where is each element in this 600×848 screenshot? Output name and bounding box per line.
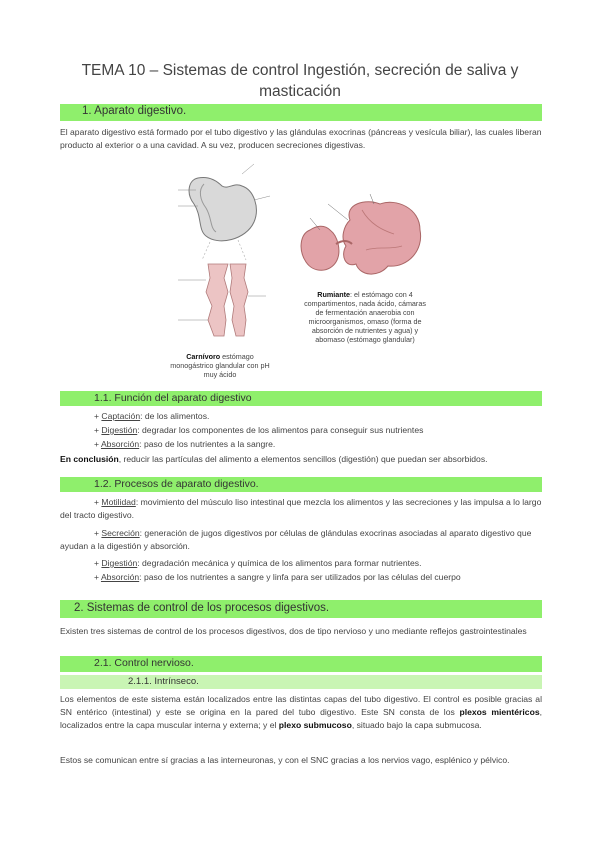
function-item-capture [94,410,209,423]
bullet-symbol: + [94,528,100,538]
bullet-symbol: + [94,425,100,435]
intrinsic-text-d: , situado bajo la capa submucosa. [351,720,482,730]
function-item-absorption [94,438,275,451]
function-text-capture: : de los alimentos. [140,411,210,421]
conclusion-paragraph [60,453,542,466]
conclusion-text: , reducir las partículas del alimento a elementos sencillos (digestión) que puedan ser absorbidos. [118,454,488,464]
term-secrecion: Secreción [101,528,140,538]
process-item-secretion [60,527,542,553]
process-text-secretion: : generación de jugos digestivos por células de glándulas exocrinas asociadas al aparato digestivo que ayudan a la digestión y absorción. [60,528,532,551]
ruminant-caption-text: : el estómago con 4 compartimentos, nada ácido, cámaras de fermentación anaerobia con microorganismos, omaso (forma de absorción de nutrientes y agua) y abomaso (estómago glandular) [304,290,426,344]
term-digestion-2: Digestión [101,558,138,568]
ruminant-caption-bold: Rumiante [317,290,350,299]
ruminant-stomach-figure [290,190,430,290]
section-1-intro: El aparato digestivo está formado por el tubo digestivo y las glándulas exocrinas (páncreas y vesícula biliar), las cuales liberan producto al exterior o a una cavidad. A su vez, producen secreciones digestivas. [60,127,542,150]
section-2-1-heading: 2.1. Control nervioso. [94,657,194,669]
term-digestion: Digestión [101,425,138,435]
carnivore-caption [170,352,270,379]
section-1-2-heading: 1.2. Procesos de aparato digestivo. [94,478,259,490]
process-item-motility [60,496,542,522]
process-item-digestion [94,557,421,570]
intrinsic-paragraph-2: Estos se comunican entre sí gracias a las interneuronas, y con el SNC gracias a los nervios vago, esplénico y pélvico. [60,755,510,765]
term-absorcion-2: Absorción [100,572,140,582]
document-title: TEMA 10 – Sistemas de control Ingestión, secreción de saliva y masticación [81,62,519,100]
bullet-symbol: + [94,572,100,582]
term-captacion: Captación [101,411,141,421]
intrinsic-text-a: Los elementos de este sistema están localizados entre las distintas capas del tubo digestivo. El control es posible gracias al SN entérico (intestinal) y este se origina en la pared del tubo digestivo. Este SN consta de los [60,694,542,717]
section-2-intro: Existen tres sistemas de control de los procesos digestivos, dos de tipo nervioso y uno mediante reflejos gastrointestinales [60,626,527,636]
conclusion-bold: En conclusión [60,454,119,464]
term-absorcion: Absorción [100,439,140,449]
process-text-absorption: : paso de los nutrientes a sangre y linfa para ser utilizados por las células del cuerpo [139,572,461,582]
carnivore-stomach-figure [158,160,278,350]
function-text-digestion: : degradar los componentes de los alimentos para conseguir sus nutrientes [137,425,424,435]
process-text-digestion: : degradación mecánica y química de los alimentos para formar nutrientes. [137,558,422,568]
carnivore-caption-text: estómago monogástrico glandular con pH muy ácido [170,352,270,379]
intrinsic-text-c: , localizados entre la capa muscular interna y externa; y el [60,707,542,730]
bullet-symbol: + [94,411,100,421]
plexo-submucoso-bold: plexo submucoso [278,720,352,730]
section-1-1-heading: 1.1. Función del aparato digestivo [94,392,252,404]
term-motilidad: Motilidad [101,497,136,507]
intrinsic-paragraph-1 [60,693,542,732]
function-text-absorption: : paso de los nutrientes a la sangre. [139,439,276,449]
bullet-symbol: + [94,497,100,507]
ruminant-caption [300,290,430,344]
section-1-heading: 1. Aparato digestivo. [82,105,187,117]
bullet-symbol: + [94,558,100,568]
section-2-1-1-heading: 2.1.1. Intrínseco. [128,676,199,687]
section-2-heading: 2. Sistemas de control de los procesos digestivos. [74,602,330,614]
process-text-motility: : movimiento del músculo liso intestinal que mezcla los alimentos y las secreciones y las impulsa a lo largo del tracto digestivo. [60,497,542,520]
process-item-absorption [94,571,461,584]
bullet-symbol: + [94,439,100,449]
plexos-mientericos-bold: plexos mientéricos [459,707,540,717]
function-item-digestion [94,424,423,437]
carnivore-caption-bold: Carnívoro [186,352,221,361]
